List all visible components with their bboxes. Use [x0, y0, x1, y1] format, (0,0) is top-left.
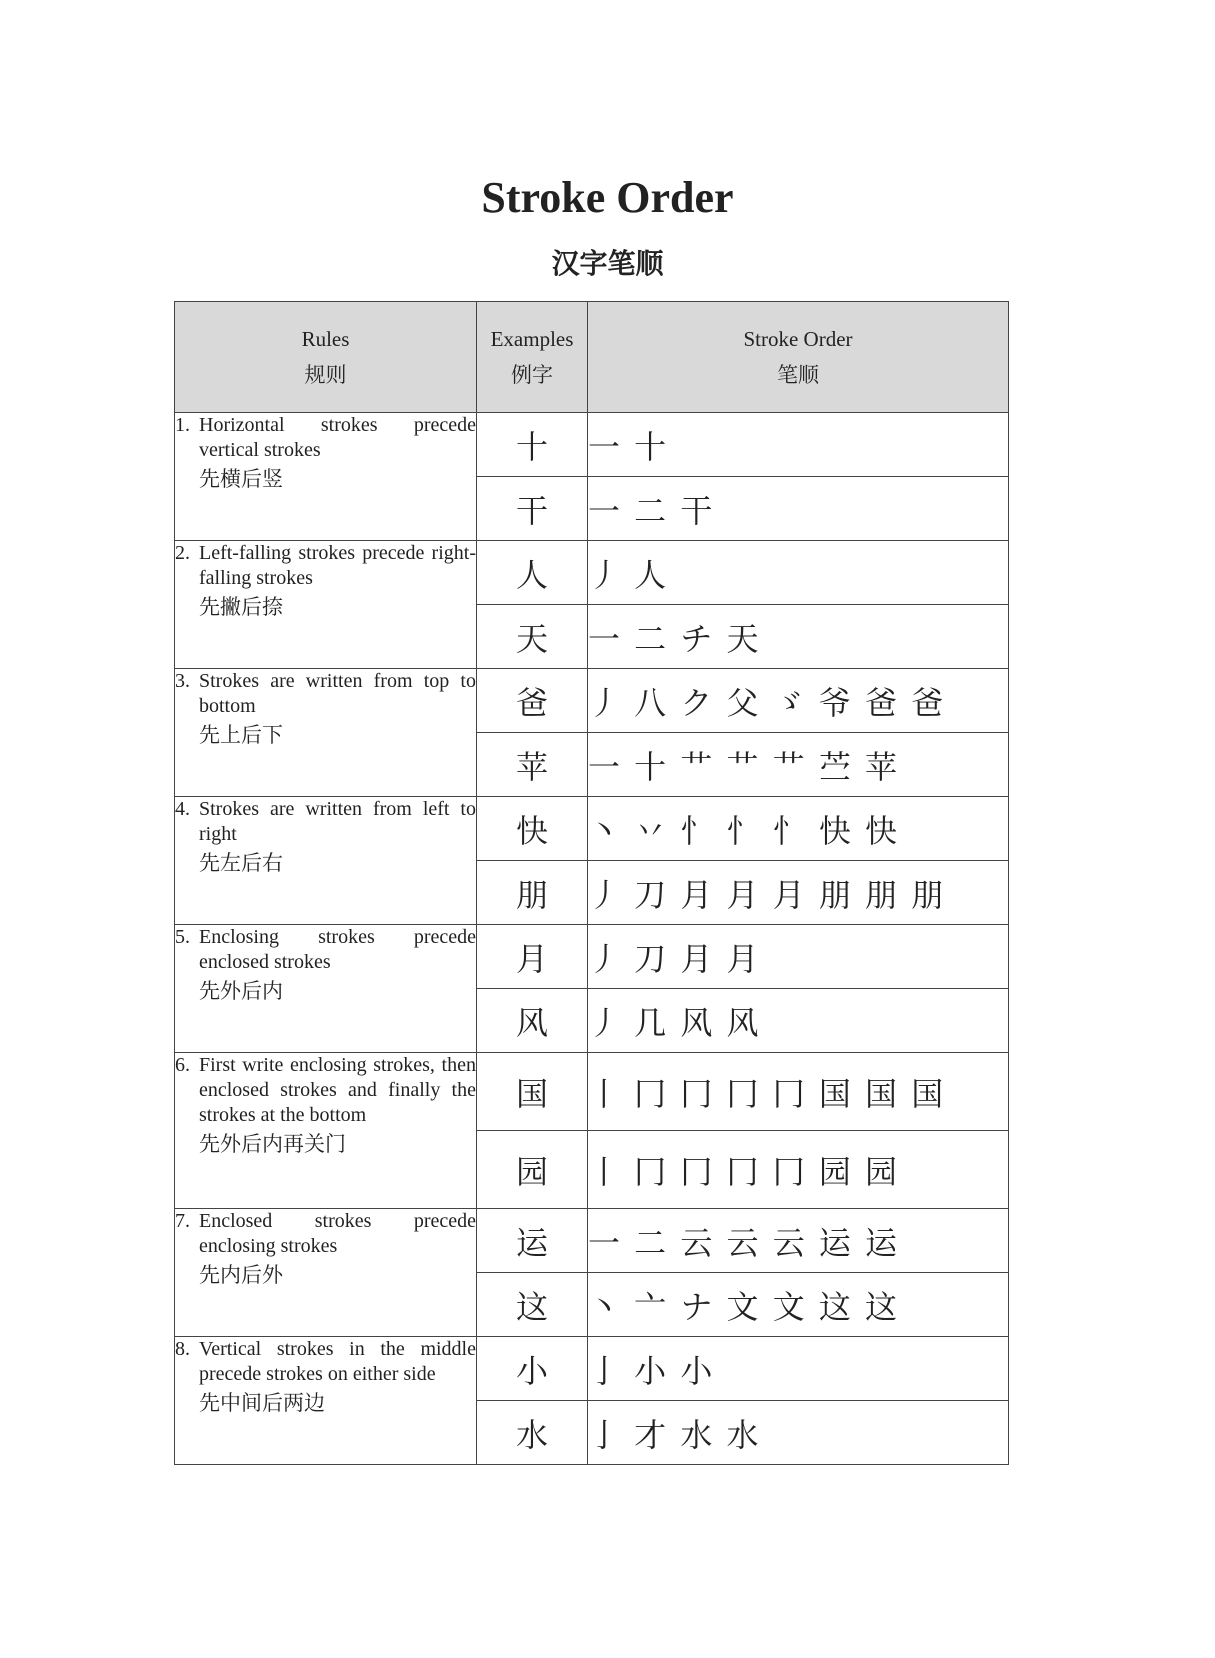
table-row: [175, 1053, 1009, 1131]
rule-text-cn: 先左后右: [199, 851, 283, 875]
table-row: [175, 413, 1009, 477]
rule-text-en: Left-falling strokes precede right-falling strokes: [199, 542, 476, 589]
example-character: 快: [477, 797, 588, 861]
rule-number: 5.: [175, 926, 190, 948]
stroke-sequence: 一 二 云 云 云 运 运: [588, 1209, 1009, 1273]
rule-text-en: Strokes are written from left to right: [199, 798, 476, 845]
table-row: [175, 541, 1009, 605]
stroke-sequence: 丿 八 ク 父 ゞ 爷 爸 爸: [588, 669, 1009, 733]
rule-number: 3.: [175, 670, 190, 692]
header-examples: Examples 例字: [477, 302, 588, 413]
stroke-sequence: 亅 才 水 水: [588, 1401, 1009, 1465]
rule-text-cn: 先横后竖: [199, 467, 283, 491]
stroke-sequence: 丨 冂 冂 冂 冂 国 国 国: [588, 1053, 1009, 1131]
rule-cell: [175, 797, 477, 925]
stroke-sequence: 一 十: [588, 413, 1009, 477]
example-character: 人: [477, 541, 588, 605]
page-title: Stroke Order: [481, 173, 734, 222]
example-character: 朋: [477, 861, 588, 925]
stroke-sequence: 丿 人: [588, 541, 1009, 605]
rule-cell: [175, 1053, 477, 1209]
example-character: 爸: [477, 669, 588, 733]
table-row: [175, 1209, 1009, 1273]
rule-text-en: Horizontal strokes precede vertical strokes: [199, 414, 476, 461]
rule-text-cn: 先内后外: [199, 1263, 283, 1287]
rule-text-cn: 先上后下: [199, 723, 283, 747]
table-row: [175, 925, 1009, 989]
rule-text-en: Vertical strokes in the middle precede strokes on either side: [199, 1338, 476, 1385]
rule-number: 1.: [175, 414, 190, 436]
rule-cell: [175, 1337, 477, 1465]
example-character: 水: [477, 1401, 588, 1465]
example-character: 小: [477, 1337, 588, 1401]
stroke-sequence: 一 二 チ 天: [588, 605, 1009, 669]
stroke-order-table: [174, 301, 1009, 1465]
stroke-sequence: 丶 亠 ナ 文 文 这 这: [588, 1273, 1009, 1337]
rule-cell: [175, 669, 477, 797]
stroke-sequence: 一 二 干: [588, 477, 1009, 541]
example-character: 国: [477, 1053, 588, 1131]
rule-text-en: Enclosed strokes precede enclosing strokes: [199, 1210, 476, 1257]
rule-text-cn: 先外后内: [199, 979, 283, 1003]
header-rules: Rules 规则: [175, 302, 477, 413]
example-character: 月: [477, 925, 588, 989]
example-character: 园: [477, 1131, 588, 1209]
rule-text-cn: 先外后内再关门: [199, 1132, 346, 1156]
example-character: 干: [477, 477, 588, 541]
table-row: [175, 797, 1009, 861]
table-row: [175, 669, 1009, 733]
rule-number: 7.: [175, 1210, 190, 1232]
header-stroke-order: Stroke Order 笔顺: [588, 302, 1009, 413]
example-character: 运: [477, 1209, 588, 1273]
rule-text-en: Strokes are written from top to bottom: [199, 670, 476, 717]
stroke-sequence: 丿 刀 月 月 月 朋 朋 朋: [588, 861, 1009, 925]
example-character: 风: [477, 989, 588, 1053]
stroke-sequence: 亅 小 小: [588, 1337, 1009, 1401]
example-character: 苹: [477, 733, 588, 797]
rule-text-cn: 先撇后捺: [199, 595, 283, 619]
example-character: 十: [477, 413, 588, 477]
stroke-sequence: 丶 丷 忄 忄 忄 快 快: [588, 797, 1009, 861]
stroke-sequence: 丿 几 风 风: [588, 989, 1009, 1053]
rule-number: 2.: [175, 542, 190, 564]
table-row: [175, 1337, 1009, 1401]
page-subtitle: 汉字笔顺: [551, 247, 664, 280]
example-character: 这: [477, 1273, 588, 1337]
rule-cell: [175, 541, 477, 669]
rule-text-cn: 先中间后两边: [199, 1391, 325, 1415]
rule-cell: [175, 925, 477, 1053]
rule-text-en: Enclosing strokes precede enclosed strokes: [199, 926, 476, 973]
stroke-sequence: 一 十 艹 艹 艹 苎 苹: [588, 733, 1009, 797]
rule-number: 4.: [175, 798, 190, 820]
rule-number: 6.: [175, 1054, 190, 1076]
rule-cell: [175, 1209, 477, 1337]
example-character: 天: [477, 605, 588, 669]
stroke-sequence: 丿 刀 月 月: [588, 925, 1009, 989]
rule-text-en: First write enclosing strokes, then enclosed strokes and finally the strokes at the bottom: [199, 1054, 476, 1126]
rule-number: 8.: [175, 1338, 190, 1360]
table-header-row: [175, 302, 1009, 413]
rule-cell: [175, 413, 477, 541]
stroke-sequence: 丨 冂 冂 冂 冂 园 园: [588, 1131, 1009, 1209]
